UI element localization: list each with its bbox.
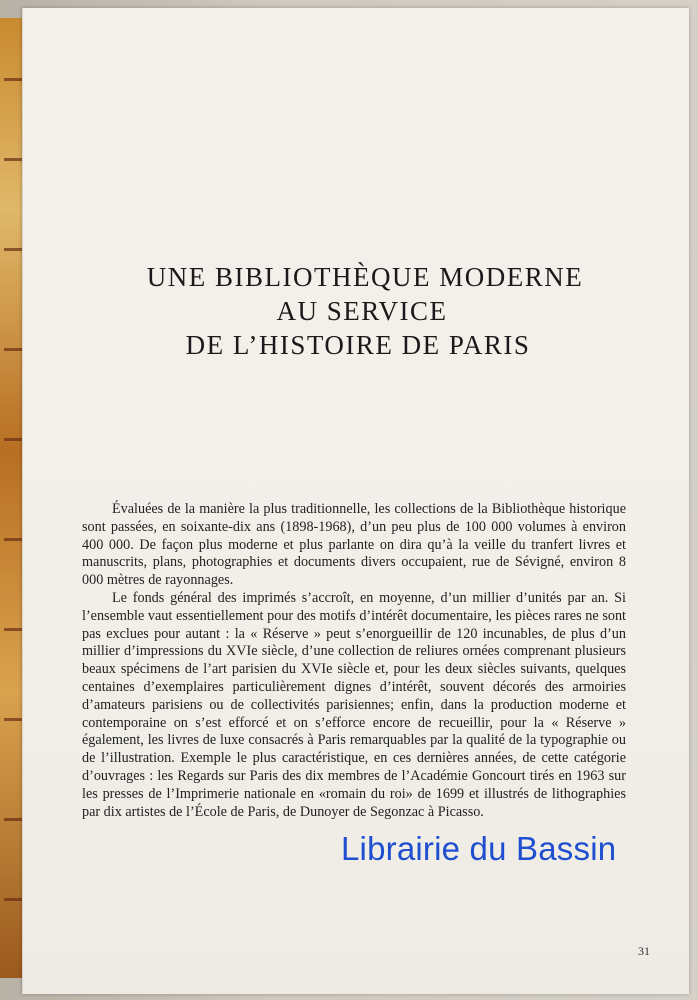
- title-line-3: DE L’HISTOIRE DE PARIS: [185, 330, 531, 360]
- title-line-1: UNE BIBLIOTHÈQUE MODERNE: [146, 262, 584, 292]
- body-text: [82, 501, 626, 821]
- title-line-2: AU SERVICE: [276, 296, 448, 326]
- page-number: 31: [638, 944, 650, 958]
- watermark: Librairie du Bassin: [341, 830, 617, 867]
- paragraph-2: Le fonds général des imprimés s’accroît, en moyenne, d’un millier d’unités par an. Si l’ensemble vaut essentiellement pour des motifs d’intérêt documentaire, les pièces rares ne sont pas exclues pour autant : la « Réserve » peut s’enorgueillir de 120 incunables, de plus d’un millier d’impressions du XVIe siècle, d’une collection de reliures ornées comprenant plusieurs beaux spécimens de l’art parisien du XVIe siècle et, pour les deux siècles suivants, quelques centaines d’exemplaires particulièrement dignes d’intérêt, souvent décorés des armoiries d’amateurs parisiens ou de collectivités parisiennes; enfin, dans la production moderne et contemporaine on s’est efforcé et on s’efforce encore de recueillir, pour la « Réserve » également, les livres de luxe consacrés à Paris remarquables par la qualité de la typographie ou de l’illustration. Exemple le plus caractéristique, en ces dernières années, de cette catégorie d’ouvrages : les Regards sur Paris des dix membres de l’Académie Goncourt tirés en 1963 sur les presses de l’Imprimerie nationale en «romain du roi» de 1699 et illustrés de lithographies par dix artistes de l’École de Paris, de Dunoyer de Segonzac à Picasso.: [82, 589, 626, 820]
- page-title: [23, 260, 689, 362]
- paragraph-1: Évaluées de la manière la plus traditionnelle, les collections de la Bibliothèque historique sont passées, en soixante-dix ans (1898-1968), d’un peu plus de 100 000 volumes à environ 400 000. De façon plus moderne et plus parlante on dira qu’à la veille du tranfert livres et manuscrits, plans, photographies et documents divers occupaient, rue de Sévigné, environ 8 000 mètres de rayonnages.: [82, 501, 626, 589]
